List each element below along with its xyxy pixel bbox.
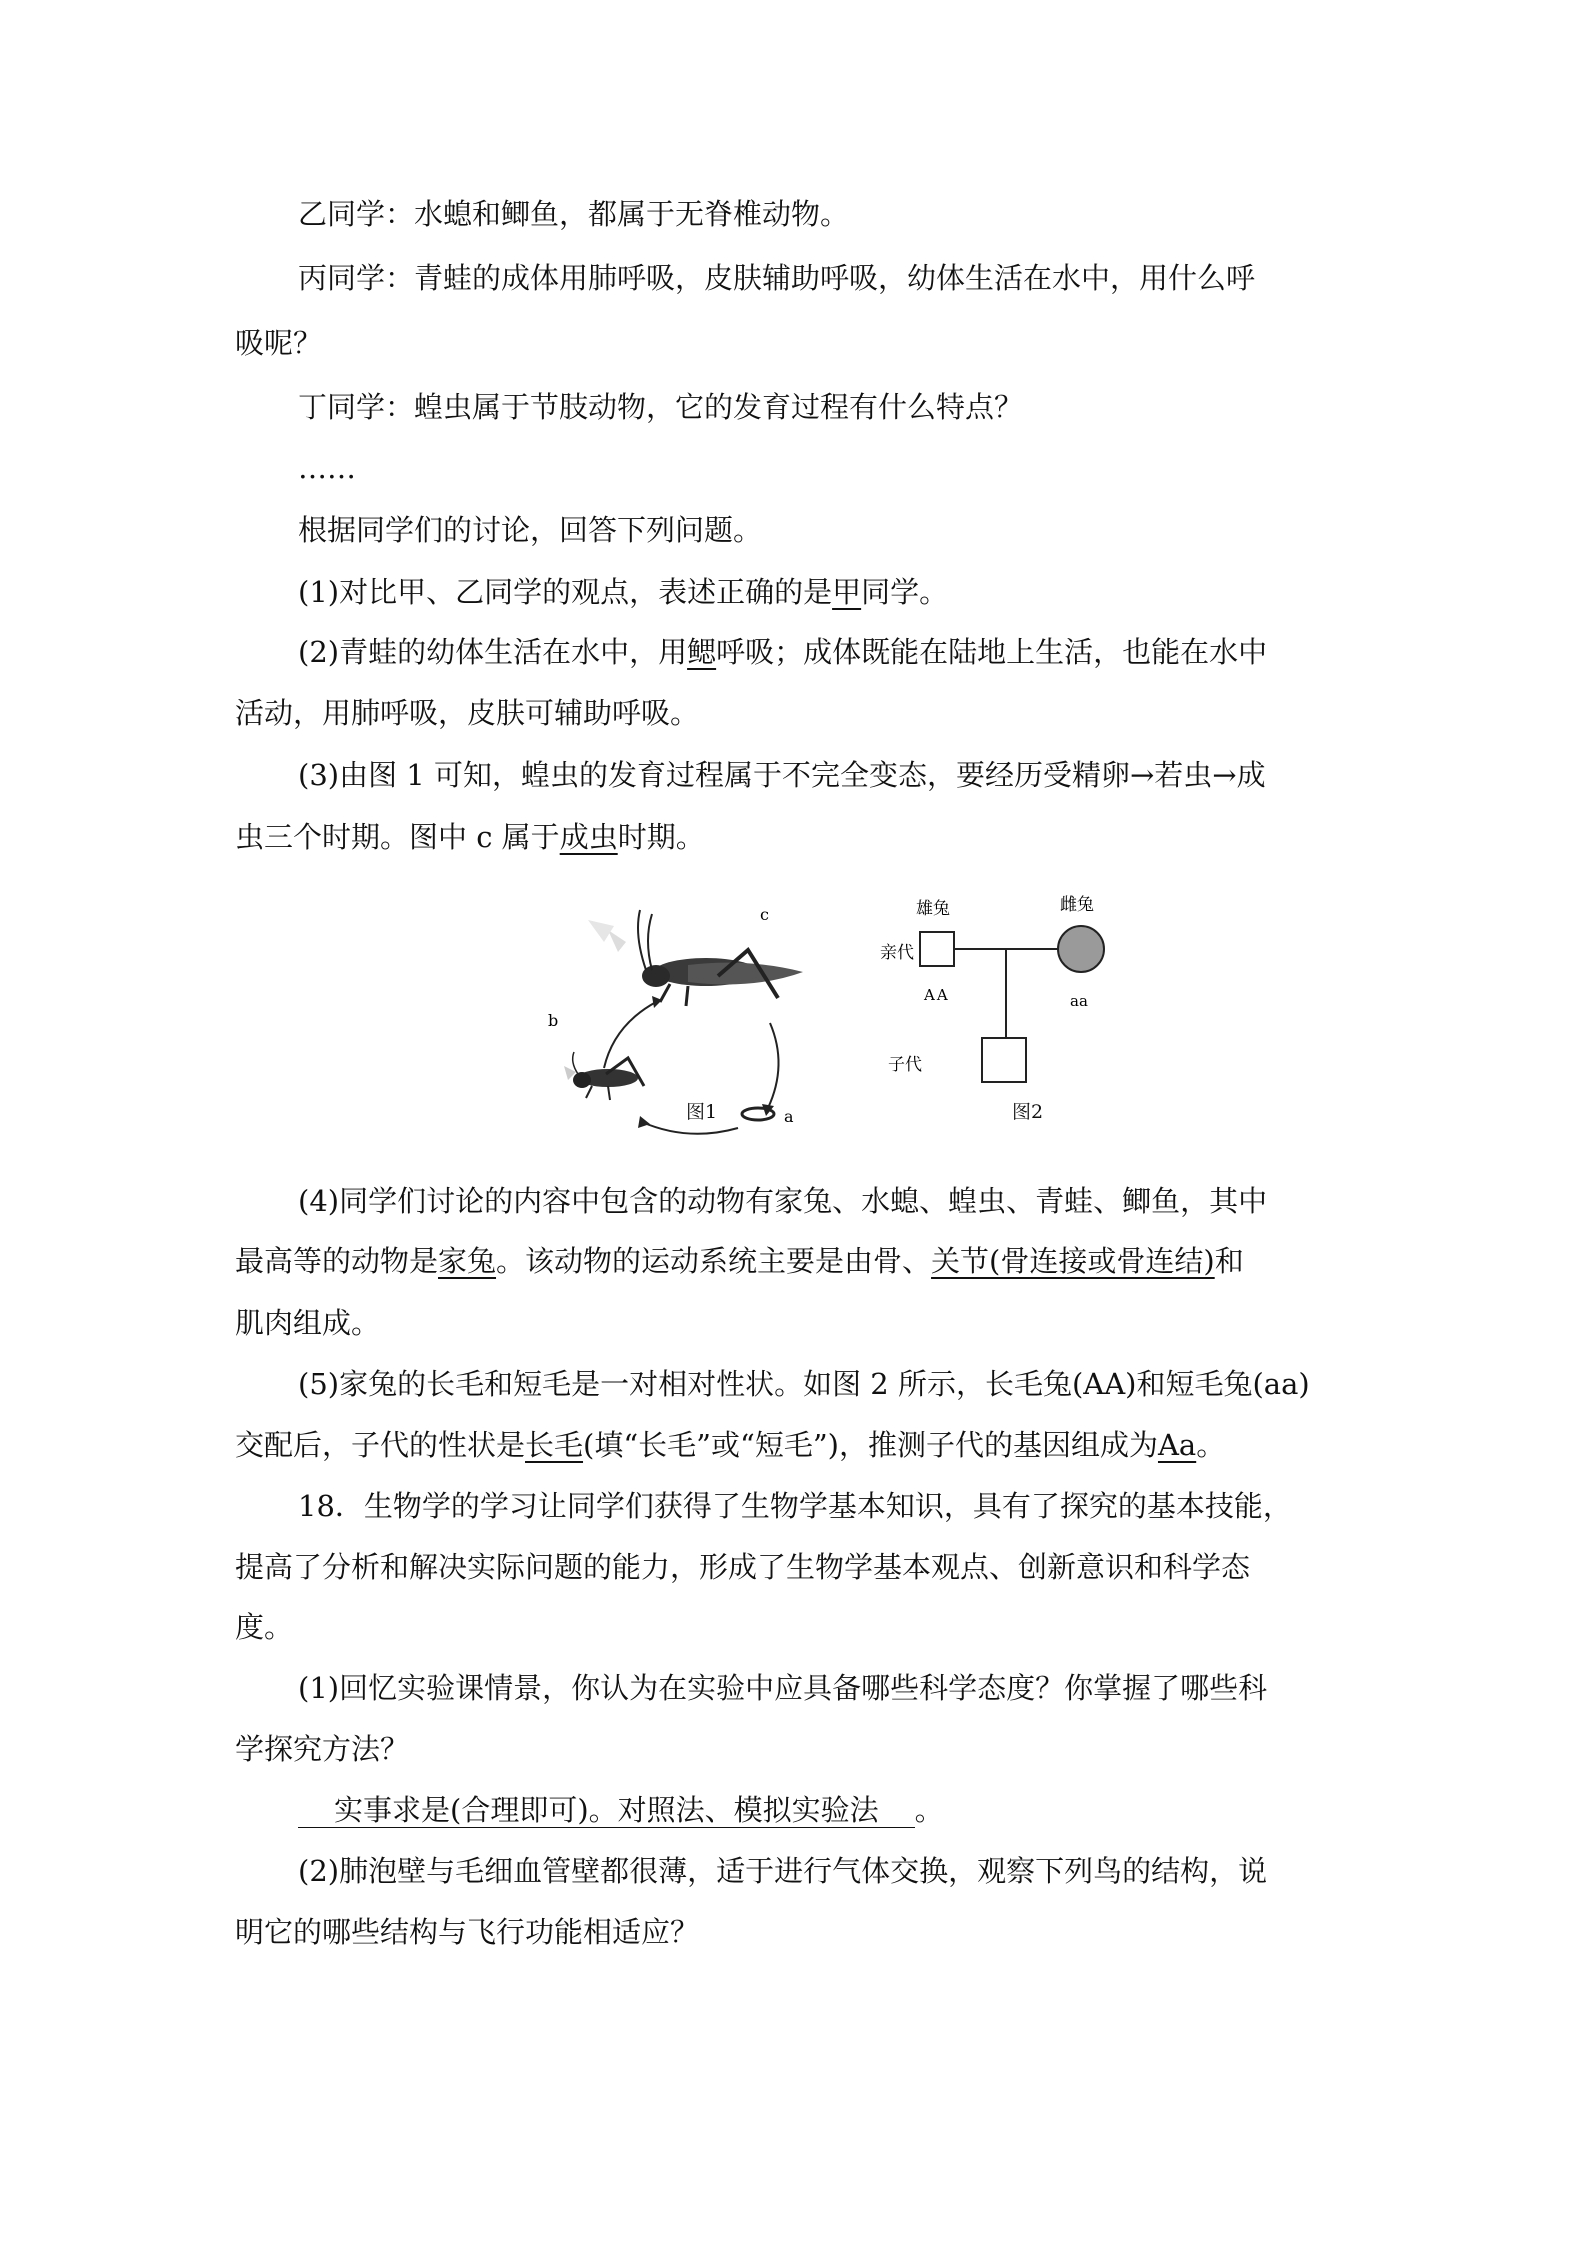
q2-answer: 鳃 [687, 635, 717, 669]
q18-1-answer: 实事求是(合理即可)。对照法、模拟实验法 [298, 1793, 915, 1828]
adult-locust-c [588, 910, 803, 1006]
question-18-2-line1: (2)肺泡壁与毛细血管壁都很薄，适于进行气体交换，观察下列鸟的结构，说 [298, 1854, 1268, 1888]
question-1 [298, 572, 948, 612]
q1-text-end: 同学。 [861, 575, 949, 609]
female-label: 雌兔 [1060, 895, 1094, 915]
q3-text-end: 时期。 [617, 820, 705, 854]
question-18-1-line2: 学探究方法？ [235, 1732, 410, 1766]
male-genotype: AA [924, 986, 950, 1004]
question-18-line2: 提高了分析和解决实际问题的能力，形成了生物学基本观点、创新意识和科学态 [235, 1550, 1251, 1584]
nymph-locust-b [564, 1052, 644, 1100]
q4-text: 最高等的动物是 [235, 1244, 439, 1278]
label-b: b [548, 1011, 559, 1030]
offspring-square [982, 1038, 1026, 1082]
question-18-line3: 度。 [235, 1610, 294, 1644]
figure-1-caption: 图1 [686, 1101, 718, 1123]
question-2-line1 [298, 632, 1267, 672]
offspring-label: 子代 [888, 1055, 922, 1075]
question-18-2-line2: 明它的哪些结构与飞行功能相适应？ [235, 1915, 700, 1949]
question-4-line3: 肌肉组成。 [235, 1306, 381, 1340]
q1-answer: 甲 [832, 575, 862, 609]
female-circle [1058, 926, 1104, 972]
question-4-line2 [235, 1241, 1244, 1281]
instruction: 根据同学们的讨论，回答下列问题。 [298, 513, 763, 547]
parents-label: 亲代 [880, 943, 914, 963]
question-4-line1: (4)同学们讨论的内容中包含的动物有家兔、水螅、蝗虫、青蛙、鲫鱼，其中 [298, 1184, 1268, 1218]
question-18-line1: 18．生物学的学习让同学们获得了生物学基本知识，具有了探究的基本技能， [298, 1489, 1292, 1523]
discussion-yi: 乙同学：水螅和鲫鱼，都属于无脊椎动物。 [298, 197, 850, 231]
figure-2-genetics-diagram [880, 890, 1120, 1090]
question-18-1-answer-line [298, 1790, 944, 1830]
label-c: c [760, 905, 769, 924]
q18-1-end: 。 [914, 1793, 944, 1827]
q5-answer-1: 长毛 [525, 1428, 584, 1462]
egg-a [742, 1108, 774, 1120]
question-18-1-line1: (1)回忆实验课情景，你认为在实验中应具备哪些科学态度？你掌握了哪些科 [298, 1671, 1268, 1705]
q2-text: (2)青蛙的幼体生活在水中，用 [298, 635, 688, 669]
q5-answer-2: Aa [1157, 1428, 1197, 1462]
q3-text: 虫三个时期。图中 c 属于 [235, 820, 560, 854]
female-genotype: aa [1070, 992, 1088, 1010]
male-label: 雄兔 [916, 899, 950, 919]
q4-text-end: 和 [1214, 1244, 1244, 1278]
q4-text-mid: 。该动物的运动系统主要是由骨、 [496, 1244, 932, 1278]
question-3-line1: (3)由图 1 可知，蝗虫的发育过程属于不完全变态，要经历受精卵→若虫→成 [298, 758, 1266, 792]
question-2-line2: 活动，用肺呼吸，皮肤可辅助呼吸。 [235, 696, 700, 730]
q3-answer: 成虫 [559, 820, 618, 854]
q5-text: 交配后，子代的性状是 [235, 1428, 526, 1462]
q2-text-end: 呼吸；成体既能在陆地上生活，也能在水中 [716, 635, 1268, 669]
label-a: a [784, 1107, 794, 1126]
discussion-bing-line2: 吸呢？ [235, 326, 323, 360]
discussion-bing-line1: 丙同学：青蛙的成体用肺呼吸，皮肤辅助呼吸，幼体生活在水中，用什么呼 [298, 261, 1256, 295]
question-3-line2 [235, 817, 705, 857]
q5-text-end: 。 [1196, 1428, 1226, 1462]
q4-answer-2: 关节(骨连接或骨连结) [931, 1244, 1215, 1278]
q5-text-mid: (填“长毛”或“短毛”)，推测子代的基因组成为 [583, 1428, 1158, 1462]
q1-text: (1)对比甲、乙同学的观点，表述正确的是 [298, 575, 833, 609]
q4-answer-1: 家兔 [438, 1244, 497, 1278]
figure-2-caption: 图2 [1012, 1101, 1044, 1123]
discussion-ellipsis: …… [298, 451, 356, 485]
question-5-line1: (5)家兔的长毛和短毛是一对相对性状。如图 2 所示，长毛兔(AA)和短毛兔(aa) [298, 1367, 1310, 1401]
discussion-ding: 丁同学：蝗虫属于节肢动物，它的发育过程有什么特点？ [298, 390, 1024, 424]
question-5-line2 [235, 1425, 1225, 1465]
male-square [920, 932, 954, 966]
